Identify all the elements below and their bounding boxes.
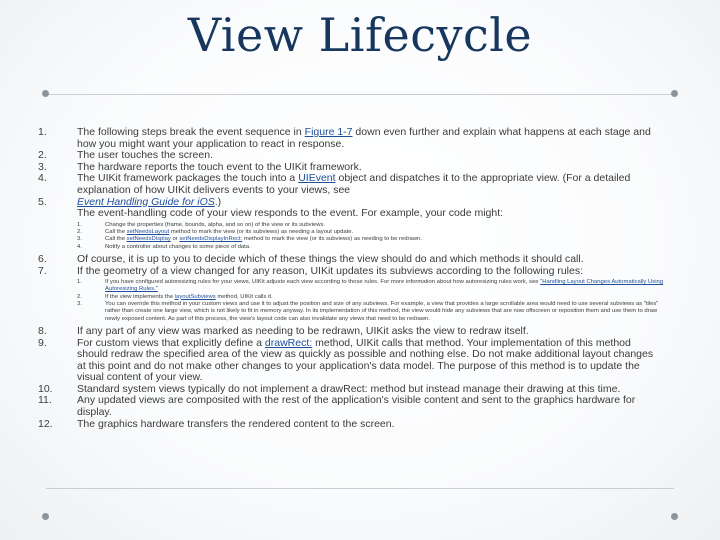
setneedslayout-link[interactable]: setNeedsLayout <box>126 229 170 236</box>
corner-dot-top-left <box>42 90 49 97</box>
item-text: For custom views that explicitly define a drawRect: method, UIKit calls that method. Your implementation of this method should redraw the specified area of the view as quickly as possible and nothing else. Do not make additional layout changes at this point and do not make other changes to your application's data model. The purpose of this method is to update the visual content of your view. <box>77 336 654 384</box>
list-item <box>38 266 664 278</box>
item-number: 11. <box>38 394 52 407</box>
item-number: 4. <box>38 172 47 185</box>
corner-dot-top-right <box>671 90 678 97</box>
item-number: 2. <box>38 149 47 162</box>
item-number <box>38 208 77 220</box>
item-number: 6. <box>38 252 47 265</box>
item-text: Standard system views typically do not implement a drawRect: method but instead manage their drawing at this time. <box>77 382 621 395</box>
autoresizing-link[interactable]: "Handling Layout Changes Automatically Using Autoresizing Rules." <box>105 279 664 293</box>
top-divider <box>46 94 674 95</box>
bottom-divider <box>46 488 674 489</box>
item-text: The user touches the screen. <box>77 149 213 162</box>
setneedsdisplay-link[interactable]: setNeedsDisplay <box>126 236 171 243</box>
sublist-layout-rules <box>77 279 664 323</box>
item-text: The event-handling code of your view responds to the event. For example, your code might: <box>77 207 504 220</box>
sublist-item: 1. If you have configured autoresizing rules for your views, UIKit adjusts each view according to those rules. For more information about how autoresizing rules work, see "Handling Layout Changes Automatically Using Autoresizing Rules." <box>77 279 664 293</box>
sublist-responses <box>77 222 664 251</box>
item-text: The hardware reports the touch event to the UIKit framework. <box>77 160 362 173</box>
sublist-item: 2. Call the setNeedsLayout method to mark the view (or its subviews) as needing a layout update. <box>77 229 354 236</box>
item-number: 8. <box>38 324 47 337</box>
item-number: 7. <box>38 264 47 277</box>
item-text: The following steps break the event sequence in Figure 1-7 down even further and explain what happens at each stage and how you might want your application to react in response. <box>77 126 651 150</box>
item-text: If any part of any view was marked as needing to be redrawn, UIKit asks the view to redraw itself. <box>77 324 529 337</box>
list-item <box>38 395 664 418</box>
layoutsubviews-link[interactable]: layoutSubviews <box>174 293 216 300</box>
item-number: 3. <box>38 160 47 173</box>
item-number: 10. <box>38 382 53 395</box>
item-text: If the geometry of a view changed for any reason, UIKit updates its subviews according to the following rules: <box>77 264 584 277</box>
item-text: The graphics hardware transfers the rendered content to the screen. <box>77 417 395 430</box>
setneedsdisplayinrect-link[interactable]: setNeedsDisplayInRect: <box>179 236 243 243</box>
uievent-link[interactable]: UIEvent <box>298 172 336 185</box>
list-item <box>38 254 664 266</box>
item-text: Of course, it is up to you to decide which of these things the view should do and which methods it should call. <box>77 252 584 265</box>
item-number: 12. <box>38 417 53 430</box>
sublist-item: 3. Call the setNeedsDisplay or setNeedsDisplayInRect: method to mark the view (or its subviews) as needing to be redrawn. <box>77 236 422 243</box>
item-number: 5. <box>38 195 47 208</box>
sublist-item: 4. Notify a controller about changes to some piece of data. <box>77 243 251 250</box>
list-item <box>38 338 664 384</box>
event-guide-link[interactable]: Event Handling Guide for iOS <box>77 195 215 208</box>
list-item <box>38 208 664 220</box>
item-text: Any updated views are composited with the rest of the application's visible content and sent to the graphics hardware for display. <box>77 394 636 419</box>
list-item <box>38 419 664 431</box>
item-text: Event Handling Guide for iOS.) <box>77 195 222 208</box>
figure-link[interactable]: Figure 1-7 <box>304 126 353 138</box>
item-number: 1. <box>38 126 47 138</box>
list-item <box>38 127 664 150</box>
item-number: 9. <box>38 336 47 349</box>
sublist-item: 1. Change the properties (frame, bounds, alpha, and so on) of the view or its subviews. <box>77 221 326 228</box>
list-item <box>38 173 664 196</box>
corner-dot-bottom-left <box>42 513 49 520</box>
drawrect-link[interactable]: drawRect: <box>264 336 313 349</box>
sublist-item: 2. If the view implements the layoutSubviews method, UIKit calls it. <box>77 293 273 300</box>
content-list <box>38 127 664 430</box>
item-text: The UIKit framework packages the touch into a UIEvent object and dispatches it to the appropriate view. (For a detailed explanation of how UIKit delivers events to your views, see <box>77 172 631 196</box>
sublist-item: 3. You can override this method in your custom views and use it to adjust the position and size of any subviews. For example, a view that provides a large scrollable area would need to use several subviews as "tiles" rather than create one large view, which is not likely to fit in memory anyway. In its implementation of this method, the view would hide any subviews that are now offscreen or reposition them and use them to draw newly exposed content. As part of this process, the view's layout code can also invalidate any views that need to be redrawn. <box>77 301 659 322</box>
slide-title: View Lifecycle <box>187 8 533 62</box>
corner-dot-bottom-right <box>671 513 678 520</box>
